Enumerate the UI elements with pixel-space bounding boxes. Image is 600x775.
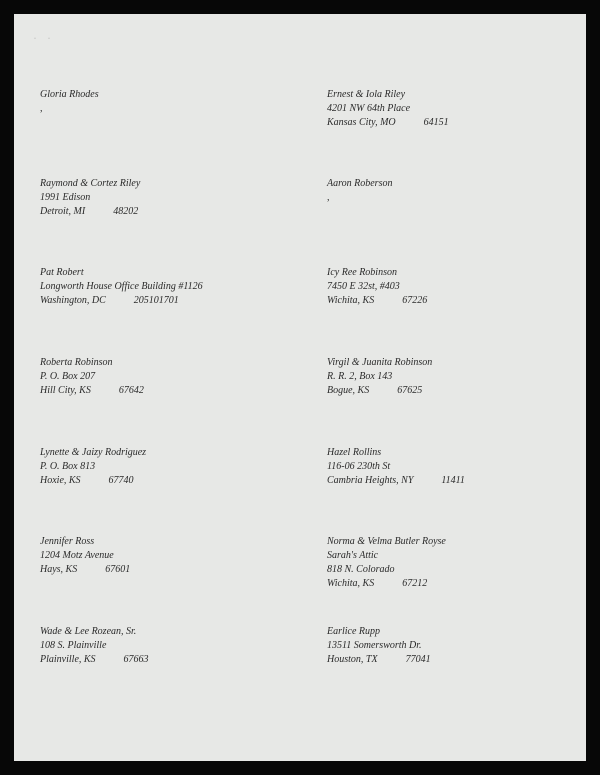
- label-city-state: Plainville, KS: [40, 654, 96, 665]
- label-zip: 67212: [402, 578, 428, 589]
- label-city-zip: [327, 294, 427, 308]
- label-line: 116-06 230th St: [327, 461, 391, 472]
- label-city-zip: [40, 294, 203, 308]
- label-city-zip: [327, 116, 449, 130]
- label-name: Jennifer Ross: [40, 536, 95, 547]
- address-label: [40, 266, 203, 308]
- label-city-zip: [327, 474, 465, 488]
- label-line: Longworth House Office Building #1126: [40, 281, 203, 292]
- label-name: Aaron Roberson: [327, 178, 393, 189]
- label-city-state: Hoxie, KS: [40, 475, 81, 486]
- label-city-state: Wichita, KS: [327, 295, 375, 306]
- label-name: Earlice Rupp: [327, 626, 381, 637]
- label-city-zip: [327, 653, 431, 667]
- label-city-state: Bogue, KS: [327, 385, 370, 396]
- label-zip: 11411: [441, 475, 465, 486]
- address-label: [327, 356, 432, 398]
- label-line: 108 S. Plainville: [40, 640, 107, 651]
- label-city-zip: [40, 205, 140, 219]
- label-city-zip: [40, 474, 146, 488]
- label-name: Roberta Robinson: [40, 357, 113, 368]
- label-zip: 67642: [118, 385, 144, 396]
- label-city-zip: [40, 653, 149, 667]
- label-line: 818 N. Colorado: [327, 564, 395, 575]
- label-name: Icy Ree Robinson: [327, 267, 397, 278]
- label-name: Virgil & Juanita Robinson: [327, 357, 433, 368]
- label-zip: 67740: [108, 475, 134, 486]
- label-city-state: Cambria Heights, NY: [327, 475, 414, 486]
- label-line: 13511 Somersworth Dr.: [327, 640, 422, 651]
- label-zip: 67625: [397, 385, 423, 396]
- label-zip: 64151: [423, 117, 449, 128]
- label-name: Lynette & Jaizy Rodriguez: [40, 447, 147, 458]
- label-line: 1991 Edison: [40, 192, 91, 203]
- address-label: [327, 446, 465, 488]
- address-label: [327, 535, 446, 591]
- address-label: [40, 446, 146, 488]
- address-label: [327, 266, 427, 308]
- label-city-zip: [327, 384, 432, 398]
- label-line: P. O. Box 813: [40, 461, 96, 472]
- label-line: ,: [40, 103, 43, 114]
- label-name: Hazel Rollins: [327, 447, 382, 458]
- label-city-zip: [40, 384, 144, 398]
- label-line: ,: [327, 192, 330, 203]
- label-line: P. O. Box 207: [40, 371, 96, 382]
- label-name: Ernest & Iola Riley: [327, 89, 406, 100]
- label-line: 4201 NW 64th Place: [327, 103, 411, 114]
- address-label: [40, 356, 144, 398]
- label-city-state: Detroit, MI: [40, 206, 86, 217]
- label-line: Sarah's Attic: [327, 550, 379, 561]
- label-name: Gloria Rhodes: [40, 89, 99, 100]
- label-zip: 77041: [405, 654, 431, 665]
- label-city-state: Hill City, KS: [40, 385, 91, 396]
- label-name: Pat Robert: [40, 267, 84, 278]
- address-label: [40, 88, 99, 116]
- document-page: [14, 14, 586, 761]
- label-city-state: Hays, KS: [40, 564, 78, 575]
- label-zip: 205101701: [133, 295, 179, 306]
- address-label: [40, 625, 149, 667]
- label-city-state: Kansas City, MO: [327, 117, 396, 128]
- address-label: [40, 535, 130, 577]
- label-line: R. R. 2, Box 143: [327, 371, 393, 382]
- label-line: 1204 Motz Avenue: [40, 550, 114, 561]
- address-label: [327, 625, 431, 667]
- address-label: [40, 177, 140, 219]
- address-label: [327, 88, 449, 130]
- label-name: Wade & Lee Rozean, Sr.: [40, 626, 137, 637]
- label-city-zip: [327, 577, 446, 591]
- scan-specks: · ·: [34, 36, 50, 42]
- label-city-zip: [40, 563, 130, 577]
- label-zip: 67663: [123, 654, 149, 665]
- label-zip: 48202: [113, 206, 139, 217]
- label-city-state: Washington, DC: [40, 295, 106, 306]
- label-zip: 67226: [402, 295, 428, 306]
- label-name: Norma & Velma Butler Royse: [327, 536, 446, 547]
- label-city-state: Houston, TX: [327, 654, 378, 665]
- address-label: [327, 177, 392, 205]
- label-name: Raymond & Cortez Riley: [40, 178, 141, 189]
- label-line: 7450 E 32st, #403: [327, 281, 400, 292]
- label-zip: 67601: [105, 564, 131, 575]
- label-city-state: Wichita, KS: [327, 578, 375, 589]
